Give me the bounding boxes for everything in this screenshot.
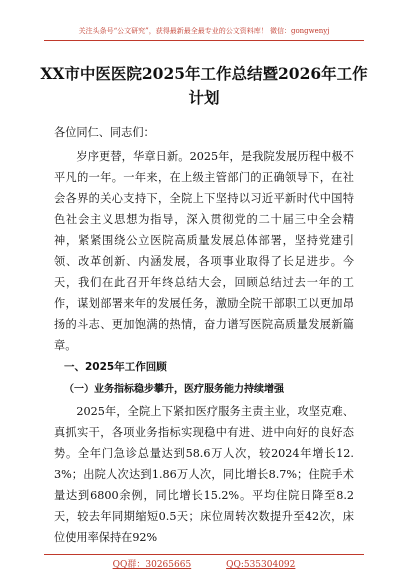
footer-qq-group: QQ群：30265665 [112, 560, 192, 570]
footer [0, 557, 408, 570]
section-heading: 一、2025年工作回顾 [64, 361, 167, 373]
footer-divider [44, 554, 364, 555]
subsection-heading: （一）业务指标稳步攀升，医疗服务能力持续增强 [64, 384, 284, 395]
header-divider [44, 40, 364, 41]
document-body [54, 122, 354, 548]
body-paragraph: 2025年，全院上下紧扣医疗服务主责主业，攻坚克难、真抓实干，各项业务指标实现稳中有进、进中向好的良好态势。全年门急诊总量达到58.6万人次，较2024年增长12.3%；出院人次达到1.86万人次，同比增长8.7%；住院手术量达到6800余例，同比增长15.2%。平均住院日降至8.2天，较去年同期缩短0.5天；床位周转次数提升至42次，床位使用率保持在92% [54, 405, 354, 544]
salutation: 各位同仁、同志们： [54, 126, 155, 139]
footer-qq: QQ:535304092 [226, 560, 296, 570]
document-title: XX市中医医院2025年工作总结暨2026年工作计划 [40, 64, 368, 107]
intro-paragraph: 岁序更替，华章日新。2025年，是我院发展历程中极不平凡的一年。一年来，在上级主管部门的正确领导下，在社会各界的关心支持下，全院上下坚持以习近平新时代中国特色社会主义思想为指导，深入贯彻党的二十届三中全会精神，紧紧围绕公立医院高质量发展总体部署，坚持党建引领、改革创新、内涵发展，各项事业取得了长足进步。今天，我们在此召开年终总结大会，回顾总结过去一年的工作，谋划部署来年的发展任务，激励全院干部职工以更加昂扬的斗志、更加饱满的热情，奋力谱写医院高质量发展新篇章。 [54, 150, 354, 352]
header-banner: 关注头条号“公文研究”，获得最新最全最专业的公文资料库！ 微信：gongwenyj [78, 27, 330, 35]
